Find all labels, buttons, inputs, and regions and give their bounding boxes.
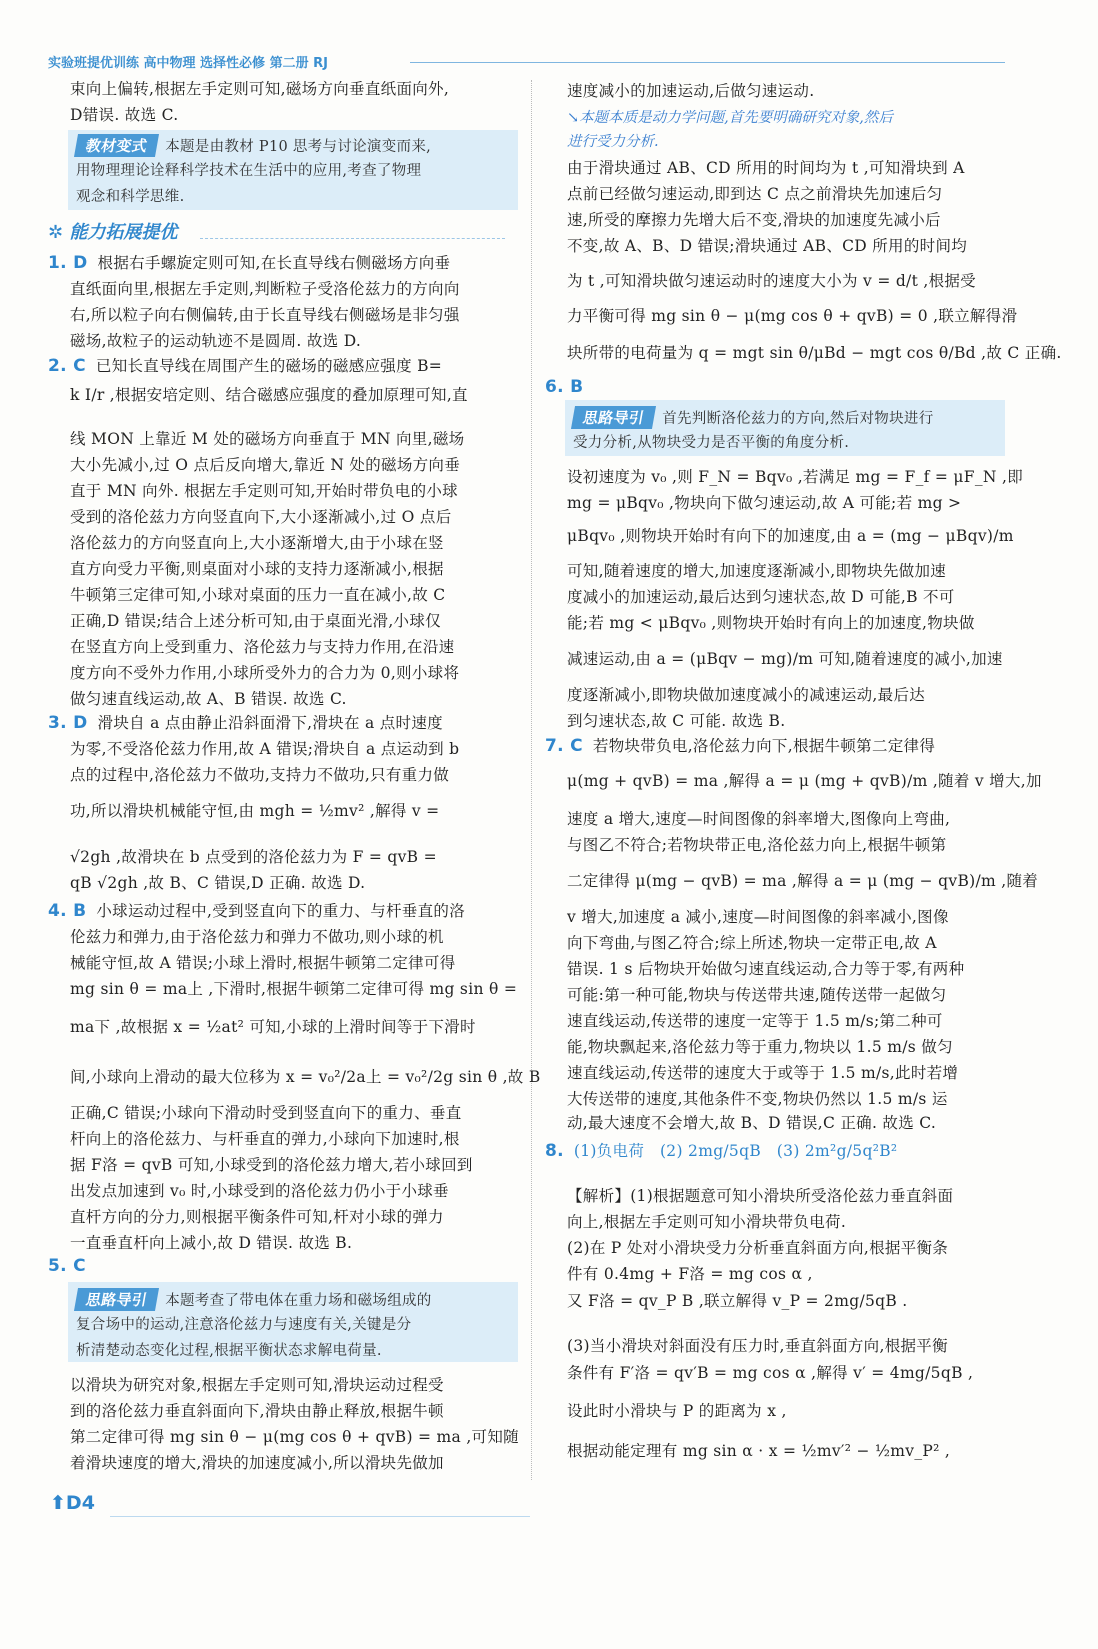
line-text: 间,小球向上滑动的最大位移为 x = v₀²/2a上 = v₀²/2g sin θ ,故 B — [70, 1068, 541, 1086]
text-line — [567, 525, 1014, 547]
text-line — [567, 342, 1062, 364]
line-text: mg = μBqv₀ ,物块向下做匀速运动,故 A 可能;若 mg > — [567, 494, 962, 512]
text-line — [70, 1232, 352, 1254]
line-text: ↘本题本质是动力学问题,首先要明确研究对象,然后 — [567, 110, 893, 126]
text-line — [567, 1290, 908, 1312]
callout-text: 用物理理论诠释科学技术在生活中的应用,考查了物理 — [76, 163, 422, 179]
text-line — [567, 209, 941, 231]
line-text: 条件有 F′洛 = qv′B = mg cos α ,解得 v′ = 4mg/5qB , — [567, 1364, 974, 1382]
callout-text: 受力分析,从物块受力是否平衡的角度分析. — [573, 435, 850, 451]
line-text: 到匀速状态,故 C 可能. 故选 B. — [567, 712, 786, 730]
line-text: 大小先减小,过 O 点后反向增大,靠近 N 处的磁场方向垂 — [70, 456, 461, 474]
line-text: 滑块自 a 点由静止沿斜面滑下,滑块在 a 点时速度 — [97, 714, 443, 732]
line-text: 不变,故 A、B、D 错误;滑块通过 AB、CD 所用的时间均 — [567, 237, 968, 255]
line-text: 牛顿第三定律可知,小球对桌面的压力一直在减小,故 C — [70, 586, 446, 604]
text-line — [70, 978, 517, 1000]
line-text: 速度减小的加速运动,后做匀速运动. — [567, 82, 815, 100]
line-text: 做匀速直线运动,故 A、B 错误. 故选 C. — [70, 690, 347, 708]
page-number-text: D4 — [65, 1492, 95, 1514]
line-text: 正确,D 错误;结合上述分析可知,由于桌面光滑,小球仅 — [70, 612, 441, 630]
callout-line — [76, 134, 431, 158]
line-text: 减速运动,由 a = (μBqv − mg)/m 可知,随着速度的减小,加速 — [567, 650, 1003, 668]
line-text: 正确,C 错误;小球向下滑动时受到竖直向下的重力、垂直 — [70, 1104, 462, 1122]
margin-note — [567, 130, 659, 151]
footer-rule — [110, 1516, 530, 1517]
callout-text: 复合场中的运动,注意洛伦兹力与速度有关,关键是分 — [76, 1317, 412, 1333]
line-text: 由于滑块通过 AB、CD 所用的时间均为 t ,可知滑块到 A — [567, 159, 965, 177]
text-line — [70, 558, 444, 580]
line-text: √2gh ,故滑块在 b 点受到的洛伦兹力为 F = qvB = — [70, 848, 437, 866]
text-line — [70, 584, 445, 606]
answer-item — [48, 712, 443, 734]
answer-item — [48, 900, 465, 922]
line-text: 点前已经做匀速运动,即到达 C 点之前滑块先加速后匀 — [567, 185, 943, 203]
answer-key: (1)负电荷 (2) 2mg/5qB (3) 2m²g/5q²B² — [573, 1142, 898, 1160]
line-text: D错误. 故选 C. — [70, 106, 179, 124]
line-text: (2)在 P 处对小滑块受力分析垂直斜面方向,根据平衡条 — [567, 1239, 949, 1257]
callout-line — [573, 406, 934, 430]
line-text: 速直线运动,传送带的速度大于或等于 1.5 m/s,此时若增 — [567, 1064, 959, 1082]
text-line — [70, 1426, 519, 1448]
answer-number: 7. C — [545, 736, 583, 756]
heading-rule — [200, 238, 505, 239]
line-text: 据 F洛 = qvB 可知,小球受到的洛伦兹力增大,若小球回到 — [70, 1156, 473, 1174]
line-text: v 增大,加速度 a 减小,速度—时间图像的斜率减小,图像 — [567, 908, 949, 926]
line-text: 出发点加速到 v₀ 时,小球受到的洛伦兹力仍小于小球垂 — [70, 1182, 449, 1200]
text-line — [70, 764, 449, 786]
text-line — [567, 1400, 787, 1422]
callout-line — [573, 432, 849, 454]
callout-text: 首先判断洛伦兹力的方向,然后对物块进行 — [662, 411, 934, 427]
text-line — [70, 104, 178, 126]
text-line — [567, 305, 1017, 327]
text-line — [70, 872, 365, 894]
line-text: 二定律得 μ(mg − qvB) = ma ,解得 a = μ (mg − qvB)/m ,随着 — [567, 872, 1039, 890]
line-text: 已知长直导线在周围产生的磁场的磁感应强度 B= — [95, 357, 443, 375]
text-line — [567, 80, 814, 102]
line-text: 到的洛伦兹力垂直斜面向下,滑块由静止释放,根据牛顿 — [70, 1402, 444, 1420]
callout-text: 析清楚动态变化过程,根据平衡状态求解电荷量. — [76, 1343, 382, 1359]
text-line — [70, 428, 464, 450]
text-line — [567, 1036, 953, 1058]
text-line — [70, 304, 460, 326]
text-line — [70, 506, 452, 528]
callout-line — [76, 1288, 432, 1312]
text-line — [567, 1088, 948, 1110]
line-text: 直于 MN 向外. 根据左手定则可知,开始时带负电的小球 — [70, 482, 458, 500]
line-text: 向上,根据左手定则可知小滑块带负电荷. — [567, 1213, 847, 1231]
text-line — [70, 78, 449, 100]
text-line — [70, 1128, 460, 1150]
callout-label: 思路导引 — [74, 1288, 159, 1311]
text-line — [567, 958, 964, 980]
answer-number: 6. B — [545, 377, 584, 397]
line-text: 度减小的加速运动,最后达到匀速状态,故 D 可能,B 不可 — [567, 588, 955, 606]
line-text: 直杆方向的分力,则根据平衡条件可知,杆对小球的弹力 — [70, 1208, 444, 1226]
text-line — [567, 1112, 936, 1134]
line-text: 点的过程中,洛伦兹力不做功,支持力不做功,只有重力做 — [70, 766, 450, 784]
text-line — [70, 532, 444, 554]
text-line — [567, 183, 942, 205]
text-line — [567, 235, 967, 257]
callout-label: 思路导引 — [571, 406, 656, 429]
text-line — [567, 684, 925, 706]
callout-label: 教材变式 — [74, 134, 159, 157]
answer-item — [545, 376, 593, 398]
callout-line — [76, 186, 185, 208]
text-line — [567, 808, 950, 830]
text-line — [70, 738, 459, 760]
line-text: 速度 a 增大,速度—时间图像的斜率增大,图像向上弯曲, — [567, 810, 951, 828]
line-text: (3)当小滑块对斜面没有压力时,垂直斜面方向,根据平衡 — [567, 1337, 948, 1355]
text-line — [70, 636, 454, 658]
line-text: 【解析】(1)根据题意可知小滑块所受洛伦兹力垂直斜面 — [567, 1187, 954, 1205]
text-line — [70, 1374, 444, 1396]
line-text: 速直线运动,传送带的速度一定等于 1.5 m/s;第二种可 — [567, 1012, 943, 1030]
line-text: 线 MON 上靠近 M 处的磁场方向垂直于 MN 向里,磁场 — [70, 430, 465, 448]
text-line — [70, 1180, 449, 1202]
line-text: 根据右手螺旋定则可知,在长直导线右侧磁场方向垂 — [97, 254, 451, 272]
text-line — [70, 1066, 541, 1088]
line-text: 错误. 1 s 后物块开始做匀速直线运动,合力等于零,有两种 — [567, 960, 965, 978]
line-text: 着滑块速度的增大,滑块的加速度减小,所以滑块先做加 — [70, 1454, 444, 1472]
line-text: mg sin θ = ma上 ,下滑时,根据牛顿第二定律可得 mg sin θ = — [70, 980, 518, 998]
line-text: 度逐渐减小,即物块做加速度减小的减速运动,最后达 — [567, 686, 926, 704]
text-line — [567, 932, 937, 954]
line-text: 动,最大速度不会增大,故 B、D 错误,C 正确. 故选 C. — [567, 1114, 937, 1132]
line-text: 右,所以粒子向右侧偏转,由于长直导线右侧磁场是非匀强 — [70, 306, 460, 324]
line-text: 又 F洛 = qv_P B ,联立解得 v_P = 2mg/5qB . — [567, 1292, 908, 1310]
answer-number: 2. C — [48, 356, 86, 376]
callout-line — [76, 1314, 411, 1336]
answer-number: 3. D — [48, 713, 88, 733]
line-text: 第二定律可得 mg sin θ − μ(mg cos θ + qvB) = ma ,可知随 — [70, 1428, 519, 1446]
text-line — [70, 384, 468, 406]
line-text: 速,所受的摩擦力先增大后不变,滑块的加速度先减小后 — [567, 211, 941, 229]
text-line — [70, 278, 460, 300]
text-line — [567, 1010, 943, 1032]
line-text: 大传送带的速度,其他条件不变,物块仍然以 1.5 m/s 运 — [567, 1090, 948, 1108]
line-text: 械能守恒,故 A 错误;小球上滑时,根据牛顿第二定律可得 — [70, 954, 456, 972]
text-line — [70, 662, 459, 684]
text-line — [567, 586, 955, 608]
line-text: μ(mg + qvB) = ma ,解得 a = μ (mg + qvB)/m ,随着 v 增大,加 — [567, 772, 1042, 790]
line-text: k I/r ,根据安培定则、结合磁感应强度的叠加原理可知,直 — [70, 386, 468, 404]
answer-number: 1. D — [48, 253, 88, 273]
line-text: 进行受力分析. — [567, 134, 659, 150]
text-line — [567, 1062, 958, 1084]
line-text: 件有 0.4mg + F洛 = mg cos α , — [567, 1265, 813, 1283]
text-line — [567, 1237, 948, 1259]
text-line — [567, 466, 1023, 488]
text-line — [567, 560, 946, 582]
text-line — [567, 710, 785, 732]
line-text: 功,所以滑块机械能守恒,由 mgh = ½mv² ,解得 v = — [70, 802, 440, 820]
text-line — [567, 1211, 846, 1233]
line-text: 直纸面向里,根据左手定则,判断粒子受洛伦兹力的方向向 — [70, 280, 460, 298]
text-line — [70, 1400, 444, 1422]
answer-item — [48, 1255, 96, 1277]
text-line — [70, 800, 439, 822]
text-line — [70, 1206, 444, 1228]
text-line — [70, 480, 458, 502]
line-text: 力平衡可得 mg sin θ − μ(mg cos θ + qvB) = 0 ,联立解得滑 — [567, 307, 1018, 325]
text-line — [70, 1102, 462, 1124]
line-text: 洛伦兹力的方向竖直向上,大小逐渐增大,由于小球在竖 — [70, 534, 444, 552]
answer-number: 5. C — [48, 1256, 86, 1276]
text-line — [70, 926, 444, 948]
line-text: 设此时小滑块与 P 的距离为 x , — [567, 1402, 787, 1420]
callout-text: 本题是由教材 P10 思考与讨论演变而来, — [165, 139, 432, 155]
text-line — [567, 492, 961, 514]
answer-item — [48, 252, 450, 274]
callout-text: 本题考查了带电体在重力场和磁场组成的 — [165, 1293, 432, 1309]
line-text: 一直垂直杆向上减小,故 D 错误. 故选 B. — [70, 1234, 353, 1252]
text-line — [70, 952, 456, 974]
text-line — [70, 1016, 476, 1038]
text-line — [70, 454, 460, 476]
text-line — [567, 870, 1038, 892]
line-text: 向下弯曲,与图乙符合;综上所述,物块一定带正电,故 A — [567, 934, 937, 952]
line-text: 以滑块为研究对象,根据左手定则可知,滑块运动过程受 — [70, 1376, 444, 1394]
answer-item — [545, 1140, 897, 1162]
line-text: 度方向不受外力作用,小球所受外力的合力为 0,则小球将 — [70, 664, 460, 682]
line-text: 能,物块飘起来,洛伦兹力等于重力,物块以 1.5 m/s 做匀 — [567, 1038, 953, 1056]
line-text: 可知,随着速度的增大,加速度逐渐减小,即物块先做加速 — [567, 562, 947, 580]
text-line — [70, 688, 347, 710]
text-line — [567, 1362, 973, 1384]
header-rule — [410, 62, 1005, 63]
line-text: 为 t ,可知滑块做匀速运动时的速度大小为 v = d/t ,根据受 — [567, 272, 976, 290]
line-text: 设初速度为 v₀ ,则 F_N = Bqv₀ ,若满足 mg = F_f = μF_N ,即 — [567, 468, 1023, 486]
line-text: 根据动能定理有 mg sin α · x = ½mv′² − ½mv_P² , — [567, 1442, 951, 1460]
line-text: ma下 ,故根据 x = ½at² 可知,小球的上滑时间等于下滑时 — [70, 1018, 476, 1036]
text-line — [567, 1185, 953, 1207]
text-line — [567, 157, 965, 179]
line-text: 杆向上的洛伦兹力、与杆垂直的弹力,小球向下加速时,根 — [70, 1130, 460, 1148]
text-line — [567, 1335, 948, 1357]
line-text: 束向上偏转,根据左手定则可知,磁场方向垂直纸面向外, — [70, 80, 450, 98]
margin-note — [567, 106, 893, 127]
line-text: 可能:第一种可能,物块与传送带共速,随传送带一起做匀 — [567, 986, 947, 1004]
answer-item — [545, 735, 935, 757]
line-text: qB √2gh ,故 B、C 错误,D 正确. 故选 D. — [70, 874, 366, 892]
text-line — [70, 1154, 473, 1176]
page-number: ⬆D4 — [50, 1492, 95, 1514]
section-heading: ✲ 能力拓展提优 — [48, 222, 178, 243]
text-line — [70, 1452, 444, 1474]
callout-line — [76, 1340, 382, 1362]
line-text: 伦兹力和弹力,由于洛伦兹力和弹力不做功,则小球的机 — [70, 928, 444, 946]
text-line — [567, 984, 946, 1006]
text-line — [70, 330, 361, 352]
line-text: 在竖直方向上受到重力、洛伦兹力与支持力作用,在沿速 — [70, 638, 455, 656]
line-text: μBqv₀ ,则物块开始时有向下的加速度,由 a = (mg − μBqv)/m — [567, 527, 1014, 545]
text-line — [70, 610, 441, 632]
text-line — [567, 1440, 950, 1462]
line-text: 块所带的电荷量为 q = mgt sin θ/μBd − mgt cos θ/Bd ,故 C 正确. — [567, 344, 1062, 362]
answer-item — [48, 355, 442, 377]
line-text: 受到的洛伦兹力方向竖直向下,大小逐渐减小,过 O 点后 — [70, 508, 452, 526]
text-line — [567, 648, 1003, 670]
text-line — [567, 906, 949, 928]
callout-text: 观念和科学思维. — [76, 189, 185, 205]
running-header: 实验班提优训练 高中物理 选择性必修 第二册 RJ — [48, 56, 328, 71]
answer-number: 4. B — [48, 901, 87, 921]
text-line — [70, 846, 437, 868]
column-divider — [531, 80, 532, 1480]
answer-number: 8. — [545, 1141, 564, 1161]
line-text: 为零,不受洛伦兹力作用,故 A 错误;滑块自 a 点运动到 b — [70, 740, 460, 758]
line-text: 小球运动过程中,受到竖直向下的重力、与杆垂直的洛 — [96, 902, 466, 920]
text-line — [567, 270, 976, 292]
text-line — [567, 612, 975, 634]
text-line — [567, 834, 946, 856]
line-text: 能;若 mg < μBqv₀ ,则物块开始时有向上的加速度,物块做 — [567, 614, 975, 632]
line-text: 直方向受力平衡,则桌面对小球的支持力逐渐减小,根据 — [70, 560, 444, 578]
text-line — [567, 1263, 813, 1285]
text-line — [567, 770, 1042, 792]
callout-line — [76, 160, 421, 182]
section-heading-text: 能力拓展提优 — [69, 222, 178, 243]
line-text: 与图乙不符合;若物块带正电,洛伦兹力向上,根据牛顿第 — [567, 836, 947, 854]
line-text: 磁场,故粒子的运动轨迹不是圆周. 故选 D. — [70, 332, 362, 350]
line-text: 若物块带负电,洛伦兹力向下,根据牛顿第二定律得 — [592, 737, 936, 755]
